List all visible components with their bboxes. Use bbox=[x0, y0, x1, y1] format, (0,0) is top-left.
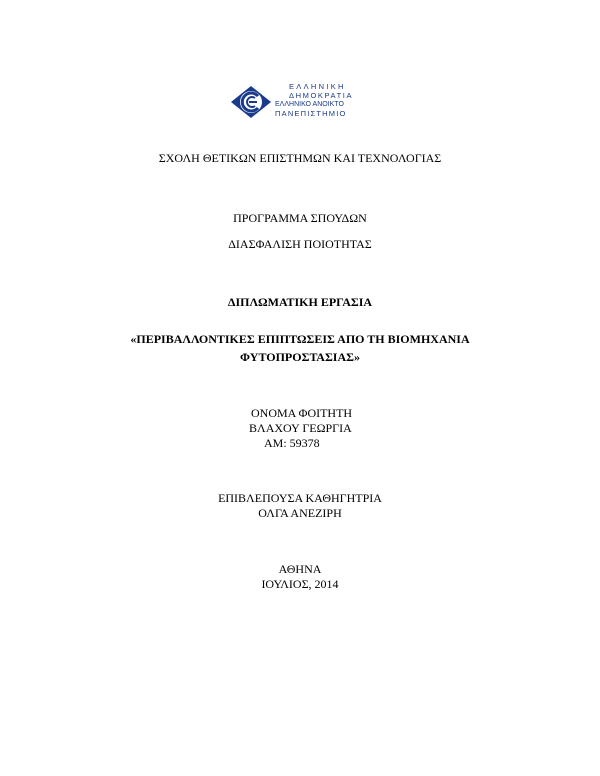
student-name: ΒΛΑΧΟΥ ΓΕΩΡΓΙΑ bbox=[249, 421, 352, 435]
logo-line-3: ΕΛΛΗΝΙΚΟ ΑΝΟΙΚΤΟ bbox=[275, 101, 344, 108]
program-name: ΔΙΑΣΦΑΛΙΣΗ ΠΟΙΟΤΗΤΑΣ bbox=[228, 237, 372, 251]
logo-line-2: ΔΗΜΟΚΡΑΤΙΑ bbox=[289, 91, 354, 100]
student-id: ΑΜ: 59378 bbox=[264, 436, 320, 450]
thesis-type: ΔΙΠΛΩΜΑΤΙΚΗ ΕΡΓΑΣΙΑ bbox=[227, 295, 373, 309]
student-label: ΟΝΟΜΑ ΦΟΙΤΗΤΗ bbox=[251, 406, 353, 420]
supervisor-name: ΟΛΓΑ ΑΝΕΖΙΡΗ bbox=[258, 506, 342, 520]
university-logo bbox=[229, 82, 361, 122]
logo-line-4: ΠΑΝΕΠΙΣΤΗΜΙΟ bbox=[275, 109, 347, 118]
supervisor-label: ΕΠΙΒΛΕΠΟΥΣΑ ΚΑΘΗΓΗΤΡΙΑ bbox=[218, 491, 382, 505]
thesis-title-line-1: «ΠΕΡΙΒΑΛΛΟΝΤΙΚΕΣ ΕΠΙΠΤΩΣΕΙΣ ΑΠΟ ΤΗ ΒΙΟΜΗΧΑΝΙΑ bbox=[130, 332, 470, 346]
date: ΙΟΥΛΙΟΣ, 2014 bbox=[261, 577, 339, 591]
place: ΑΘΗΝΑ bbox=[278, 562, 322, 576]
school-name: ΣΧΟΛΗ ΘΕΤΙΚΩΝ ΕΠΙΣΤΗΜΩΝ ΚΑΙ ΤΕΧΝΟΛΟΓΙΑΣ bbox=[158, 151, 442, 165]
eap-emblem-icon bbox=[229, 82, 273, 122]
logo-line-1: ΕΛΛΗΝΙΚΗ bbox=[289, 82, 346, 91]
thesis-title-line-2: ΦΥΤΟΠΡΟΣΤΑΣΙΑΣ» bbox=[240, 350, 360, 364]
program-label: ΠΡΟΓΡΑΜΜΑ ΣΠΟΥΔΩΝ bbox=[233, 211, 367, 225]
